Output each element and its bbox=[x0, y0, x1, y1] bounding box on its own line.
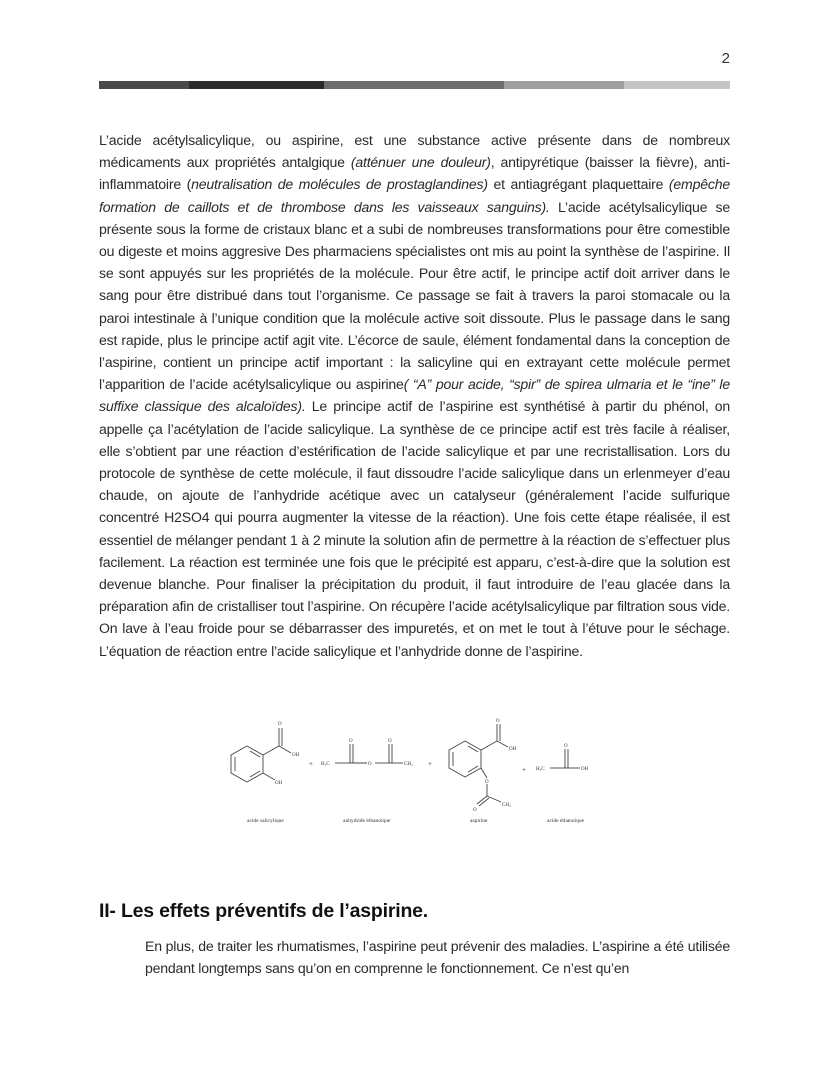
section-heading: II- Les effets préventifs de l’aspirine. bbox=[99, 900, 429, 922]
header-bar-segment bbox=[189, 81, 324, 89]
atom-label: CH₃ bbox=[404, 762, 413, 767]
intro-italic: (empêche formation de caillots et de thrombose dans les vaisseaux sanguins). bbox=[99, 176, 730, 215]
atom-label: OH bbox=[275, 781, 283, 786]
salicylic-acid-structure bbox=[231, 728, 291, 782]
intro-text: , antipyrétique (baisser la fièvre), anti-inflammatoire ( bbox=[99, 154, 730, 193]
atom-label: OH bbox=[292, 753, 300, 758]
atom-label: O bbox=[368, 762, 372, 767]
intro-paragraph bbox=[99, 129, 730, 662]
atom-label: O bbox=[485, 780, 489, 785]
atom-label: OH bbox=[509, 747, 517, 752]
header-bar-segment bbox=[504, 81, 624, 89]
section-paragraph: En plus, de traiter les rhumatismes, l’aspirine peut prévenir des maladies. L’aspirine a été utilisée pendant longtemps sans qu’on en comprenne le fonctionnement. Ce n’est qu’en bbox=[145, 938, 730, 977]
atom-label: O bbox=[496, 719, 500, 724]
header-bar-segment bbox=[324, 81, 504, 89]
atom-label: O bbox=[388, 739, 392, 744]
compound-label: aspirine bbox=[470, 818, 488, 824]
page-number: 2 bbox=[721, 50, 730, 67]
intro-text: Le principe actif de l’aspirine est synthétisé à partir du phénol, on appelle ça l’acétylation de l’acide salicylique. La synthèse de ce principe actif est très facile à réaliser, elle s’obtient par une réaction d’estérification de l’acide salicylique et par une recristallisation. Lors du protocole de synthèse de cette molécule, il faut dissoudre l’acide salicylique dans un erlenmeyer d’eau chaude, on ajoute de l’anhydride acétique avec un catalyseur (généralement l’acide sulfurique concentré H2SO4 qui pourra augmenter la vitesse de la réaction). Une fois cette étape réalisée, il est essentiel de mélanger pendant 1 à 2 minute la solution afin de permettre à la réaction de s’effectuer plus facilement. La réaction est terminée une fois que le précipité est apparu, c’est-à-dire que la solution est devenue blanche. Pour finaliser la précipitation du produit, il faut introduire de l’eau glacée dans la préparation afin de cristalliser tout l’aspirine. On récupère l’acide acétylsalicylique par filtration sous vide. On lave à l’eau froide pour se débarrasser des impuretés, et on met le tout à l’étuve pour le séchage. L’équation de réaction entre l’acide salicylique et l’anhydride donne de l’aspirine. bbox=[99, 398, 730, 659]
compound-label: acide éthanoïque bbox=[547, 818, 585, 824]
atom-label: H₃C bbox=[321, 762, 330, 767]
plus-sign: + bbox=[428, 760, 432, 768]
atom-label: CH₃ bbox=[502, 803, 511, 808]
atom-label: O bbox=[473, 808, 477, 813]
intro-italic: ( “A” pour acide, “spir” de spirea ulmaria et le “ine” le suffixe classique des alcaloïdes). bbox=[99, 376, 730, 415]
atom-label: O bbox=[278, 722, 282, 727]
plus-sign: + bbox=[309, 760, 313, 768]
header-decoration-bar bbox=[99, 81, 730, 89]
atom-label: O bbox=[564, 744, 568, 749]
intro-italic: (atténuer une douleur) bbox=[350, 154, 491, 171]
reaction-equation-figure bbox=[225, 716, 605, 831]
header-bar-segment bbox=[624, 81, 730, 89]
intro-text: L’acide acétylsalicylique, ou aspirine, est une substance active présente dans de nombreux médicaments aux propriétés antalgique bbox=[99, 132, 730, 171]
atom-label: H₃C bbox=[536, 767, 545, 772]
aspirin-structure bbox=[449, 724, 508, 806]
acetic-acid-structure bbox=[550, 749, 580, 768]
intro-text: et antiagrégant plaquettaire bbox=[487, 176, 669, 193]
intro-italic: neutralisation de molécules de prostaglandines) bbox=[191, 176, 488, 193]
compound-label: anhydride éthanoïque bbox=[343, 818, 391, 824]
atom-label: OH bbox=[581, 767, 589, 772]
compound-label: acide salicylique bbox=[247, 818, 284, 824]
reaction-equation-svg bbox=[225, 716, 605, 831]
atom-label: O bbox=[349, 739, 353, 744]
header-bar-segment bbox=[99, 81, 189, 89]
plus-sign: + bbox=[522, 766, 526, 774]
intro-text: L’acide acétylsalicylique se présente sous la forme de cristaux blanc et a subi de nombreuses transformations pour être comestible ou digeste et moins aggresive Des pharmaciens spécialistes ont mis au point la synthèse de l’aspirine. Il se sont appuyés sur les propriétés de la molécule. Pour être actif, le principe actif doit arriver dans le sang pour être distribué dans tout l’organisme. Ce passage se fait à travers la paroi stomacale ou la paroi intestinale à l’unique condition que la molécule active soit dissoute. Plus le passage dans le sang est rapide, plus le principe actif agit vite. L’écorce de saule, élément fondamental dans la conception de l’aspirine, contient un principe actif important : la salicyline qui en extrayant cette molécule permet l’apparition de l’acide acétylsalicylique ou aspirine bbox=[99, 198, 731, 393]
acetic-anhydride-structure bbox=[335, 744, 403, 763]
